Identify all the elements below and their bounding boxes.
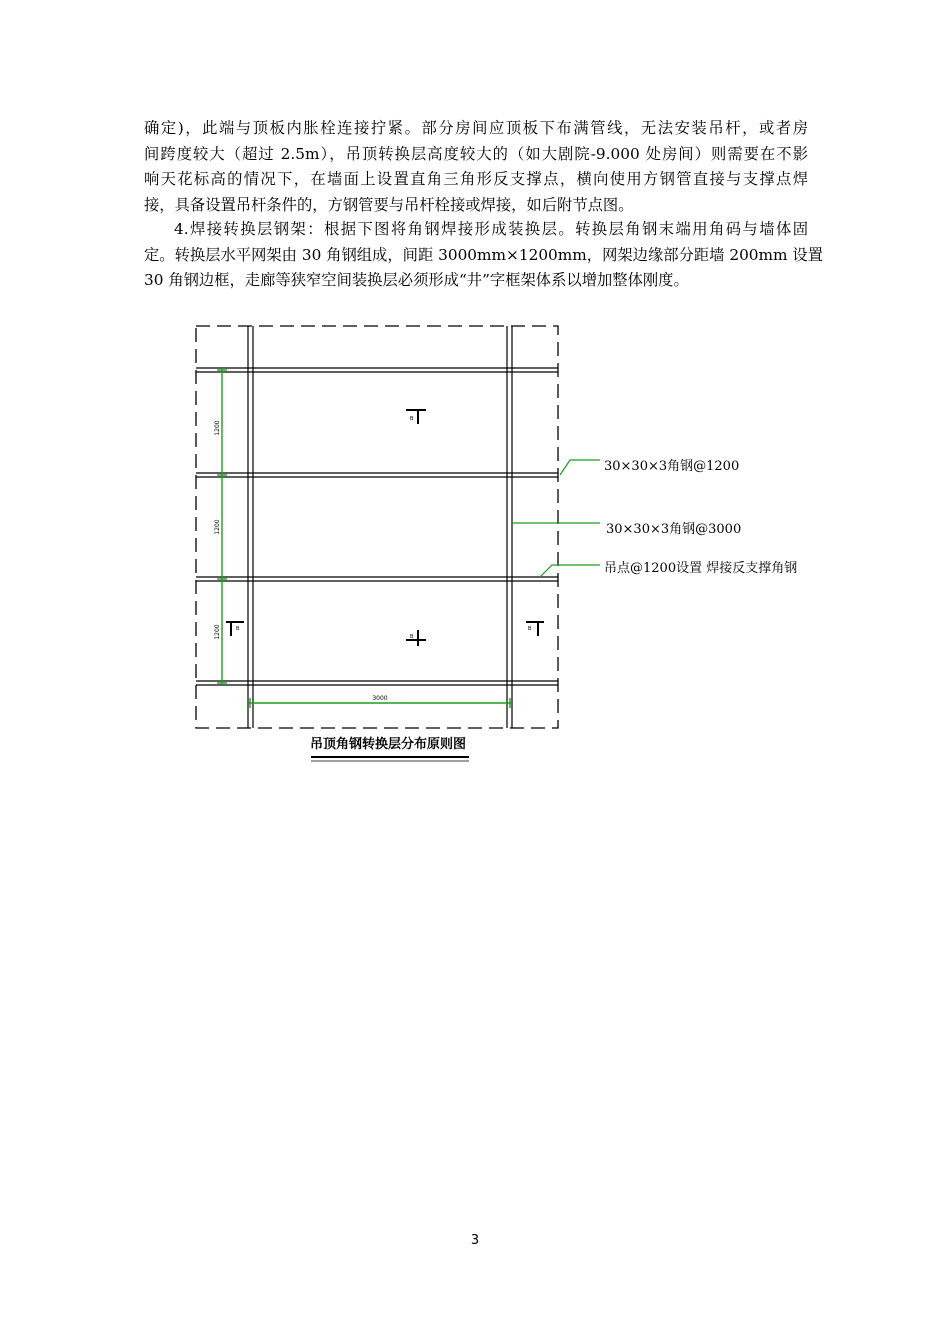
text-line: 确定)，此端与顶板内胀栓连接拧紧。部分房间应顶板下布满管线，无法安装吊杆，或者房 xyxy=(144,119,808,137)
svg-text:B: B xyxy=(410,416,414,422)
svg-text:B: B xyxy=(236,626,240,632)
angle-steel-layout-drawing xyxy=(0,300,950,770)
callout-label-3000: 30×30×3角钢@3000 xyxy=(606,522,742,537)
paragraph-1 xyxy=(144,116,808,218)
dimension-label: 1200 xyxy=(214,519,221,535)
figure-caption: 吊顶角钢转换层分布原则图 xyxy=(309,737,467,752)
callout-label-1200: 30×30×3角钢@1200 xyxy=(604,459,740,474)
hanger-tags xyxy=(236,416,532,640)
text-line: 30 角钢边框，走廊等狭窄空间装换层必须形成“井”字框架体系以增加整体刚度。 xyxy=(144,271,689,289)
text-line: 定。转换层水平网架由 30 角钢组成，间距 3000mm×1200mm，网架边缘部分距墙 200mm 设置 xyxy=(144,245,823,264)
hanger-point-icon xyxy=(226,410,544,646)
text-line: 接，具备设置吊杆条件的，方钢管要与吊杆栓接或焊接，如后附节点图。 xyxy=(144,195,634,214)
svg-text:B: B xyxy=(528,626,532,632)
text-line: 响天花标高的情况下，在墙面上设置直角三角形反支撑点，横向使用方钢管直接与支撑点焊 xyxy=(144,170,808,188)
wall-boundary xyxy=(196,326,558,728)
paragraph-2 xyxy=(144,217,823,294)
dimension-label: 1200 xyxy=(214,420,221,436)
svg-text:B: B xyxy=(410,634,414,640)
page-number: 3 xyxy=(470,1233,480,1248)
dimension-label: 3000 xyxy=(372,695,388,702)
callout-label-hanger: 吊点@1200设置 焊接反支撑角钢 xyxy=(604,561,798,576)
dimension-label: 1200 xyxy=(214,624,221,640)
text-line: 间跨度较大（超过 2.5m），吊顶转换层高度较大的（如大剧院-9.000 处房间）则需要在不影 xyxy=(144,144,808,163)
vertical-angle-steel xyxy=(248,326,512,728)
horizontal-angle-steel xyxy=(196,368,558,685)
text-line: 4.焊接转换层钢架：根据下图将角钢焊接形成装换层。转换层角钢末端用角码与墙体固 xyxy=(174,220,808,238)
